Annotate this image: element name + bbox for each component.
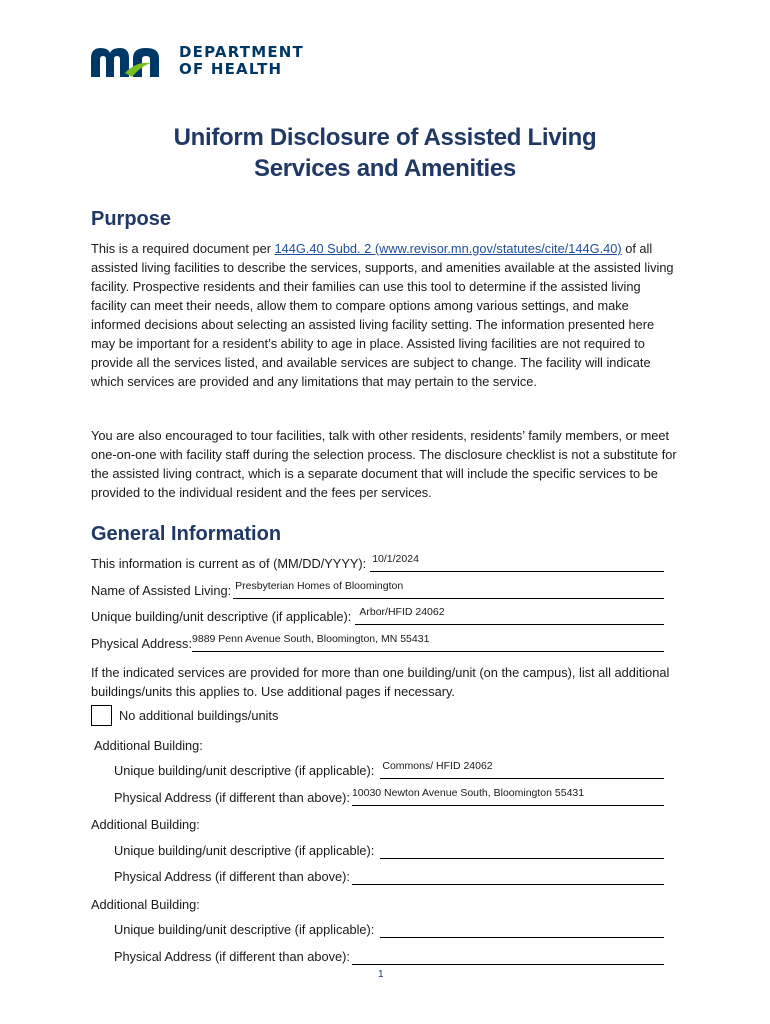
additional-1-unit-row	[114, 760, 664, 779]
purpose-paragraph-2: You are also encouraged to tour facilities, talk with other residents, residents’ family members, or meet one-on-one with facility staff during the selection process. The disclosure checklist is not a substitute for the assisted living contract, which is a separate document that will include the specific services to be provided to the individual resident and the fees per services.	[91, 428, 677, 500]
purpose-text-a: This is a required document per	[91, 241, 275, 256]
mdh-logo	[91, 44, 331, 80]
org-name-line2: OF HEALTH	[179, 60, 283, 78]
additional-2-address-label: Physical Address (if different than above):	[114, 869, 350, 884]
purpose-paragraph-1	[91, 239, 677, 391]
unit-descriptive-label: Unique building/unit descriptive (if applicable):	[91, 609, 352, 624]
additional-3-unit-field[interactable]	[380, 922, 664, 938]
additional-3-unit-row	[114, 922, 664, 938]
statute-link[interactable]: 144G.40 Subd. 2 (www.revisor.mn.gov/statutes/cite/144G.40)	[274, 241, 622, 256]
purpose-text-b: of all assisted living facilities to describe the services, supports, and amenities available at the assisted living facility. Prospective residents and their families can use this tool to determine if the assisted living facility can meet their needs, allow them to compare options among various settings, and make informed decisions about selecting an assisted living facility setting. The information presented here may be important for a resident’s ability to age in place. Assisted living facilities are not required to provide all the services listed, and available services are subject to change. The facility will indicate which services are provided and any limitations that may pertain to the service.	[91, 241, 674, 389]
additional-3-unit-label: Unique building/unit descriptive (if applicable):	[114, 922, 375, 937]
facility-name-value: Presbyterian Homes of Bloomington	[235, 580, 404, 592]
general-info-heading: General Information	[91, 523, 282, 545]
unit-descriptive-row	[91, 606, 664, 625]
no-additional-checkbox[interactable]	[91, 705, 112, 726]
document-title	[100, 122, 670, 184]
additional-building-1-heading: Additional Building:	[94, 738, 203, 753]
current-as-of-label: This information is current as of (MM/DD/YYYY):	[91, 556, 367, 571]
additional-building-3-heading: Additional Building:	[91, 897, 200, 912]
org-name-line1: DEPARTMENT	[179, 43, 304, 61]
facility-name-label: Name of Assisted Living:	[91, 583, 232, 598]
facility-name-row	[91, 580, 664, 599]
additional-buildings-note: If the indicated services are provided for more than one building/unit (on the campus), list all additional buildings/units this applies to. Use additional pages if necessary.	[91, 665, 670, 699]
additional-1-address-field[interactable]	[351, 787, 664, 806]
page-number: 1	[378, 969, 384, 980]
additional-2-address-field[interactable]	[352, 869, 664, 885]
additional-building-2-heading: Additional Building:	[91, 817, 200, 832]
physical-address-row	[91, 633, 664, 652]
current-as-of-field[interactable]	[370, 553, 664, 572]
physical-address-field[interactable]	[192, 633, 664, 652]
additional-2-unit-row	[114, 843, 664, 859]
additional-1-address-value: 10030 Newton Avenue South, Bloomington 55431	[351, 787, 585, 799]
additional-1-address-label: Physical Address (if different than above):	[114, 790, 350, 805]
purpose-heading: Purpose	[91, 208, 172, 230]
current-as-of-row	[91, 553, 664, 572]
physical-address-value: 9889 Penn Avenue South, Bloomington, MN 55431	[192, 633, 430, 645]
additional-2-address-row	[114, 869, 664, 885]
unit-descriptive-field[interactable]	[355, 606, 664, 625]
no-additional-label: No additional buildings/units	[119, 708, 279, 723]
additional-1-unit-label: Unique building/unit descriptive (if applicable):	[114, 763, 375, 778]
mn-logo-icon	[91, 44, 171, 80]
title-line2: Services and Amenities	[254, 155, 516, 182]
additional-1-unit-value: Commons/ HFID 24062	[382, 760, 493, 772]
additional-1-address-row	[114, 787, 664, 806]
facility-name-field[interactable]	[233, 580, 664, 599]
additional-3-address-field[interactable]	[352, 949, 664, 965]
additional-1-unit-field[interactable]	[380, 760, 664, 779]
additional-2-unit-label: Unique building/unit descriptive (if applicable):	[114, 843, 375, 858]
org-name	[179, 44, 304, 78]
title-line1: Uniform Disclosure of Assisted Living	[173, 124, 597, 151]
additional-3-address-row	[114, 949, 664, 965]
physical-address-label: Physical Address:	[91, 636, 193, 651]
additional-3-address-label: Physical Address (if different than above):	[114, 949, 350, 964]
no-additional-row	[91, 705, 278, 726]
additional-2-unit-field[interactable]	[380, 843, 664, 859]
unit-descriptive-value: Arbor/HFID 24062	[359, 606, 445, 618]
current-as-of-value: 10/1/2024	[372, 553, 419, 565]
